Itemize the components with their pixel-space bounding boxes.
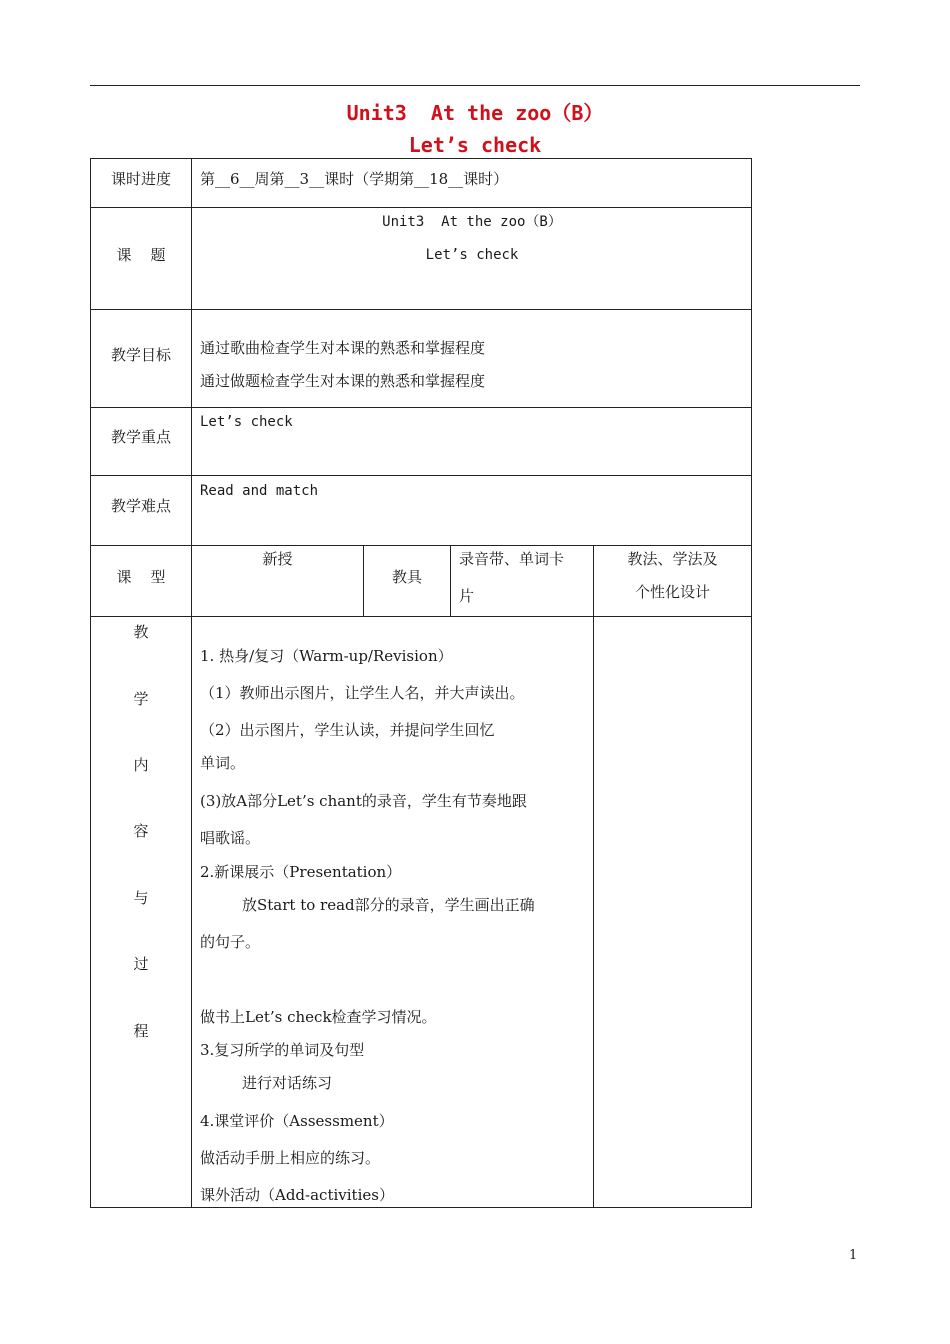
schedule-value: 第__6__周第__3__课时（学期第__18__课时） [200, 170, 509, 188]
lesson-type-value: 新授 [262, 550, 293, 568]
process-line: (3)放A部分Let’s chant的录音，学生有节奏地跟 [200, 792, 527, 810]
topic-line1: Unit3 At the zoo（B） [382, 214, 562, 230]
process-line: 进行对话练习 [242, 1074, 333, 1092]
process-line: 课外活动（Add-activities） [200, 1186, 394, 1204]
difficulties-label: 教学难点 [110, 497, 171, 515]
process-line: 做活动手册上相应的练习。 [200, 1149, 381, 1167]
page-title: Unit3 At the zoo（B） [346, 101, 604, 125]
process-line: （1）教师出示图片，让学生人名，并大声读出。 [200, 684, 525, 702]
teaching-aids-label: 教具 [391, 568, 422, 586]
process-line: 放Start to read部分的录音，学生画出正确 [242, 896, 535, 914]
process-line: 的句子。 [200, 933, 261, 951]
design-header: 教法、学法及 [627, 550, 718, 568]
process-line: 2.新课展示（Presentation） [200, 863, 402, 881]
lesson-type-label: 课 型 [116, 568, 166, 586]
process-label-char: 与 [133, 889, 149, 907]
objectives-label: 教学目标 [110, 346, 171, 364]
objective-line: 通过歌曲检查学生对本课的熟悉和掌握程度 [200, 339, 486, 357]
difficulties-value: Read and match [200, 483, 319, 499]
page-number: 1 [849, 1248, 858, 1263]
topic-line2: Let’s check [425, 247, 519, 263]
teaching-aids-value-cont: 片 [459, 587, 475, 605]
schedule-label: 课时进度 [110, 170, 171, 188]
key-points-label: 教学重点 [110, 428, 171, 446]
process-label-char: 程 [133, 1022, 149, 1040]
process-line: 4.课堂评价（Assessment） [200, 1112, 394, 1130]
process-label-char: 容 [133, 822, 149, 840]
process-line: 1. 热身/复习（Warm-up/Revision） [200, 647, 453, 665]
key-points-value: Let’s check [200, 414, 293, 430]
process-label-char: 过 [133, 955, 149, 973]
objective-line: 通过做题检查学生对本课的熟悉和掌握程度 [200, 372, 486, 390]
design-header-cont: 个性化设计 [634, 583, 710, 601]
process-line: 单词。 [200, 754, 246, 772]
process-label-char: 内 [133, 756, 149, 774]
process-label-char: 教 [133, 623, 149, 641]
process-line: 做书上Let’s check检查学习情况。 [200, 1008, 437, 1026]
topic-label: 课 题 [116, 246, 166, 264]
page-subtitle: Let’s check [408, 133, 542, 157]
process-line: （2）出示图片，学生认读，并提问学生回忆 [200, 721, 495, 739]
process-line: 唱歌谣。 [200, 829, 261, 847]
process-line: 3.复习所学的单词及句型 [200, 1041, 365, 1059]
teaching-aids-value: 录音带、单词卡 [459, 550, 565, 568]
process-label-char: 学 [133, 690, 149, 708]
